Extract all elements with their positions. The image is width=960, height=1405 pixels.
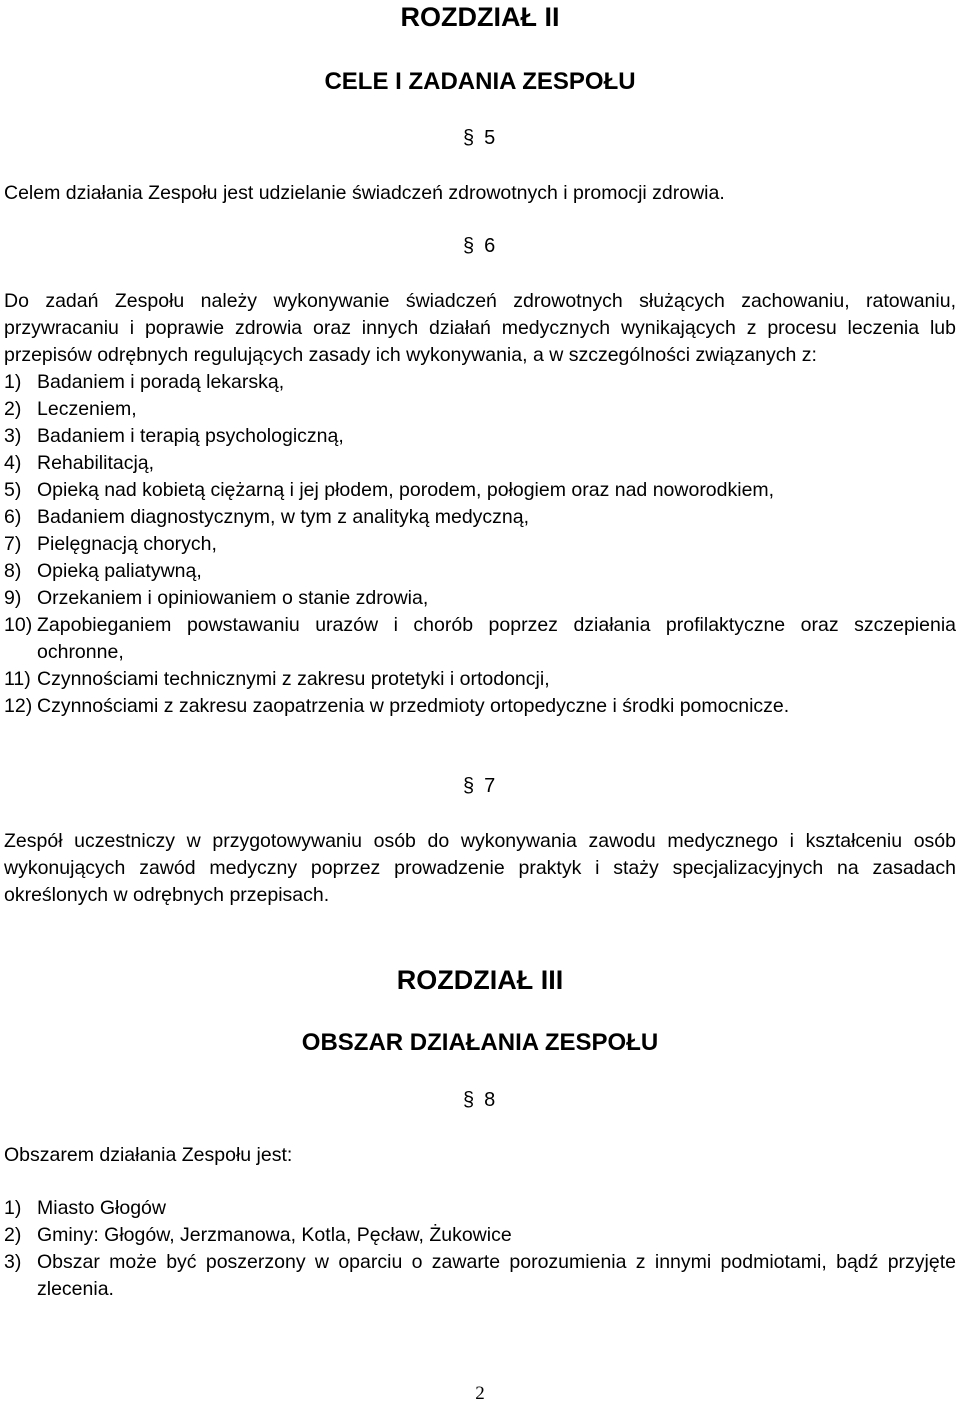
list-text: Czynnościami z zakresu zaopatrzenia w przedmioty ortopedyczne i środki pomocnicze. [37, 695, 790, 717]
list-item [4, 666, 956, 693]
list-text: Badaniem i poradą lekarską, [37, 371, 285, 393]
list-item [4, 585, 956, 612]
section-symbol: § [463, 1089, 475, 1111]
section-7-text: Zespół uczestniczy w przygotowywaniu osób do wykonywania zawodu medycznego i kształceniu osób wykonujących zawód medyczny poprzez prowadzenie praktyk i staży specjalizacyjnych na zasadach określonych w odrębnych przepisach. [4, 830, 956, 906]
list-number: 8) [4, 560, 22, 582]
section-number: 6 [484, 235, 496, 257]
list-text: Opieką paliatywną, [37, 560, 202, 582]
section-number: 5 [484, 127, 496, 149]
list-item [4, 504, 956, 531]
section-7-heading [463, 775, 495, 798]
section-5-text: Celem działania Zespołu jest udzielanie świadczeń zdrowotnych i promocji zdrowia. [4, 182, 725, 204]
list-item [4, 1195, 956, 1222]
list-text: Badaniem diagnostycznym, w tym z analityką medyczną, [37, 506, 530, 528]
list-text: Opieką nad kobietą ciężarną i jej płodem, porodem, połogiem oraz nad noworodkiem, [37, 479, 775, 501]
list-number: 2) [4, 398, 22, 420]
list-text: Obszar może być poszerzony w oparciu o zawarte porozumienia z innymi podmiotami, bądź przyjęte zlecenia. [37, 1251, 956, 1300]
chapter-3-subtitle: OBSZAR DZIAŁANIA ZESPOŁU [301, 1029, 659, 1056]
section-symbol: § [463, 127, 475, 149]
list-item [4, 396, 956, 423]
list-text: Orzekaniem i opiniowaniem o stanie zdrowia, [37, 587, 429, 609]
list-text: Miasto Głogów [37, 1197, 166, 1219]
list-text: Badaniem i terapią psychologiczną, [37, 425, 344, 447]
list-number: 5) [4, 479, 22, 501]
list-number: 3) [4, 1251, 22, 1273]
section-8-intro: Obszarem działania Zespołu jest: [4, 1144, 293, 1166]
list-text: Zapobieganiem powstawaniu urazów i chorób poprzez działania profilaktyczne oraz szczepienia ochronne, [37, 614, 956, 663]
section-6-block [4, 288, 956, 720]
chapter-2-subtitle: CELE I ZADANIA ZESPOŁU [324, 68, 636, 95]
list-number: 3) [4, 425, 22, 447]
list-text: Czynnościami technicznymi z zakresu protetyki i ortodoncji, [37, 668, 550, 690]
list-item [4, 693, 956, 720]
list-item [4, 1249, 956, 1303]
list-text: Pielęgnacją chorych, [37, 533, 217, 555]
list-item [4, 369, 956, 396]
list-number: 4) [4, 452, 22, 474]
section-8-block [4, 1195, 956, 1303]
list-item [4, 1222, 956, 1249]
section-8-list [4, 1195, 956, 1303]
page-number: 2 [475, 1383, 485, 1404]
chapter-2-title: ROZDZIAŁ II [400, 2, 560, 32]
list-item [4, 558, 956, 585]
section-5-heading [463, 127, 495, 150]
list-text: Leczeniem, [37, 398, 137, 420]
section-8-heading [463, 1089, 495, 1112]
list-item [4, 612, 956, 666]
section-6-heading [463, 235, 495, 258]
list-number: 9) [4, 587, 22, 609]
list-item [4, 531, 956, 558]
section-number: 7 [484, 775, 496, 797]
list-text: Rehabilitacją, [37, 452, 155, 474]
list-number: 12) [4, 695, 33, 717]
chapter-3-title: ROZDZIAŁ III [396, 965, 564, 995]
list-item [4, 450, 956, 477]
list-number: 6) [4, 506, 22, 528]
list-number: 7) [4, 533, 22, 555]
list-number: 11) [4, 668, 31, 690]
section-symbol: § [463, 775, 475, 797]
section-6-intro: Do zadań Zespołu należy wykonywanie świadczeń zdrowotnych służących zachowaniu, ratowaniu, przywracaniu i poprawie zdrowia oraz innych działań medycznych wynikających z procesu leczenia lub przepisów odrębnych regulujących zasady ich wykonywania, a w szczególności związanych z: [4, 290, 956, 366]
list-item [4, 423, 956, 450]
list-number: 1) [4, 371, 22, 393]
section-6-list [4, 369, 956, 720]
list-text: Gminy: Głogów, Jerzmanowa, Kotla, Pęcław, Żukowice [37, 1224, 512, 1246]
list-number: 2) [4, 1224, 22, 1246]
list-number: 10) [4, 614, 33, 636]
section-number: 8 [484, 1089, 496, 1111]
list-item [4, 477, 956, 504]
list-number: 1) [4, 1197, 22, 1219]
section-symbol: § [463, 235, 475, 257]
